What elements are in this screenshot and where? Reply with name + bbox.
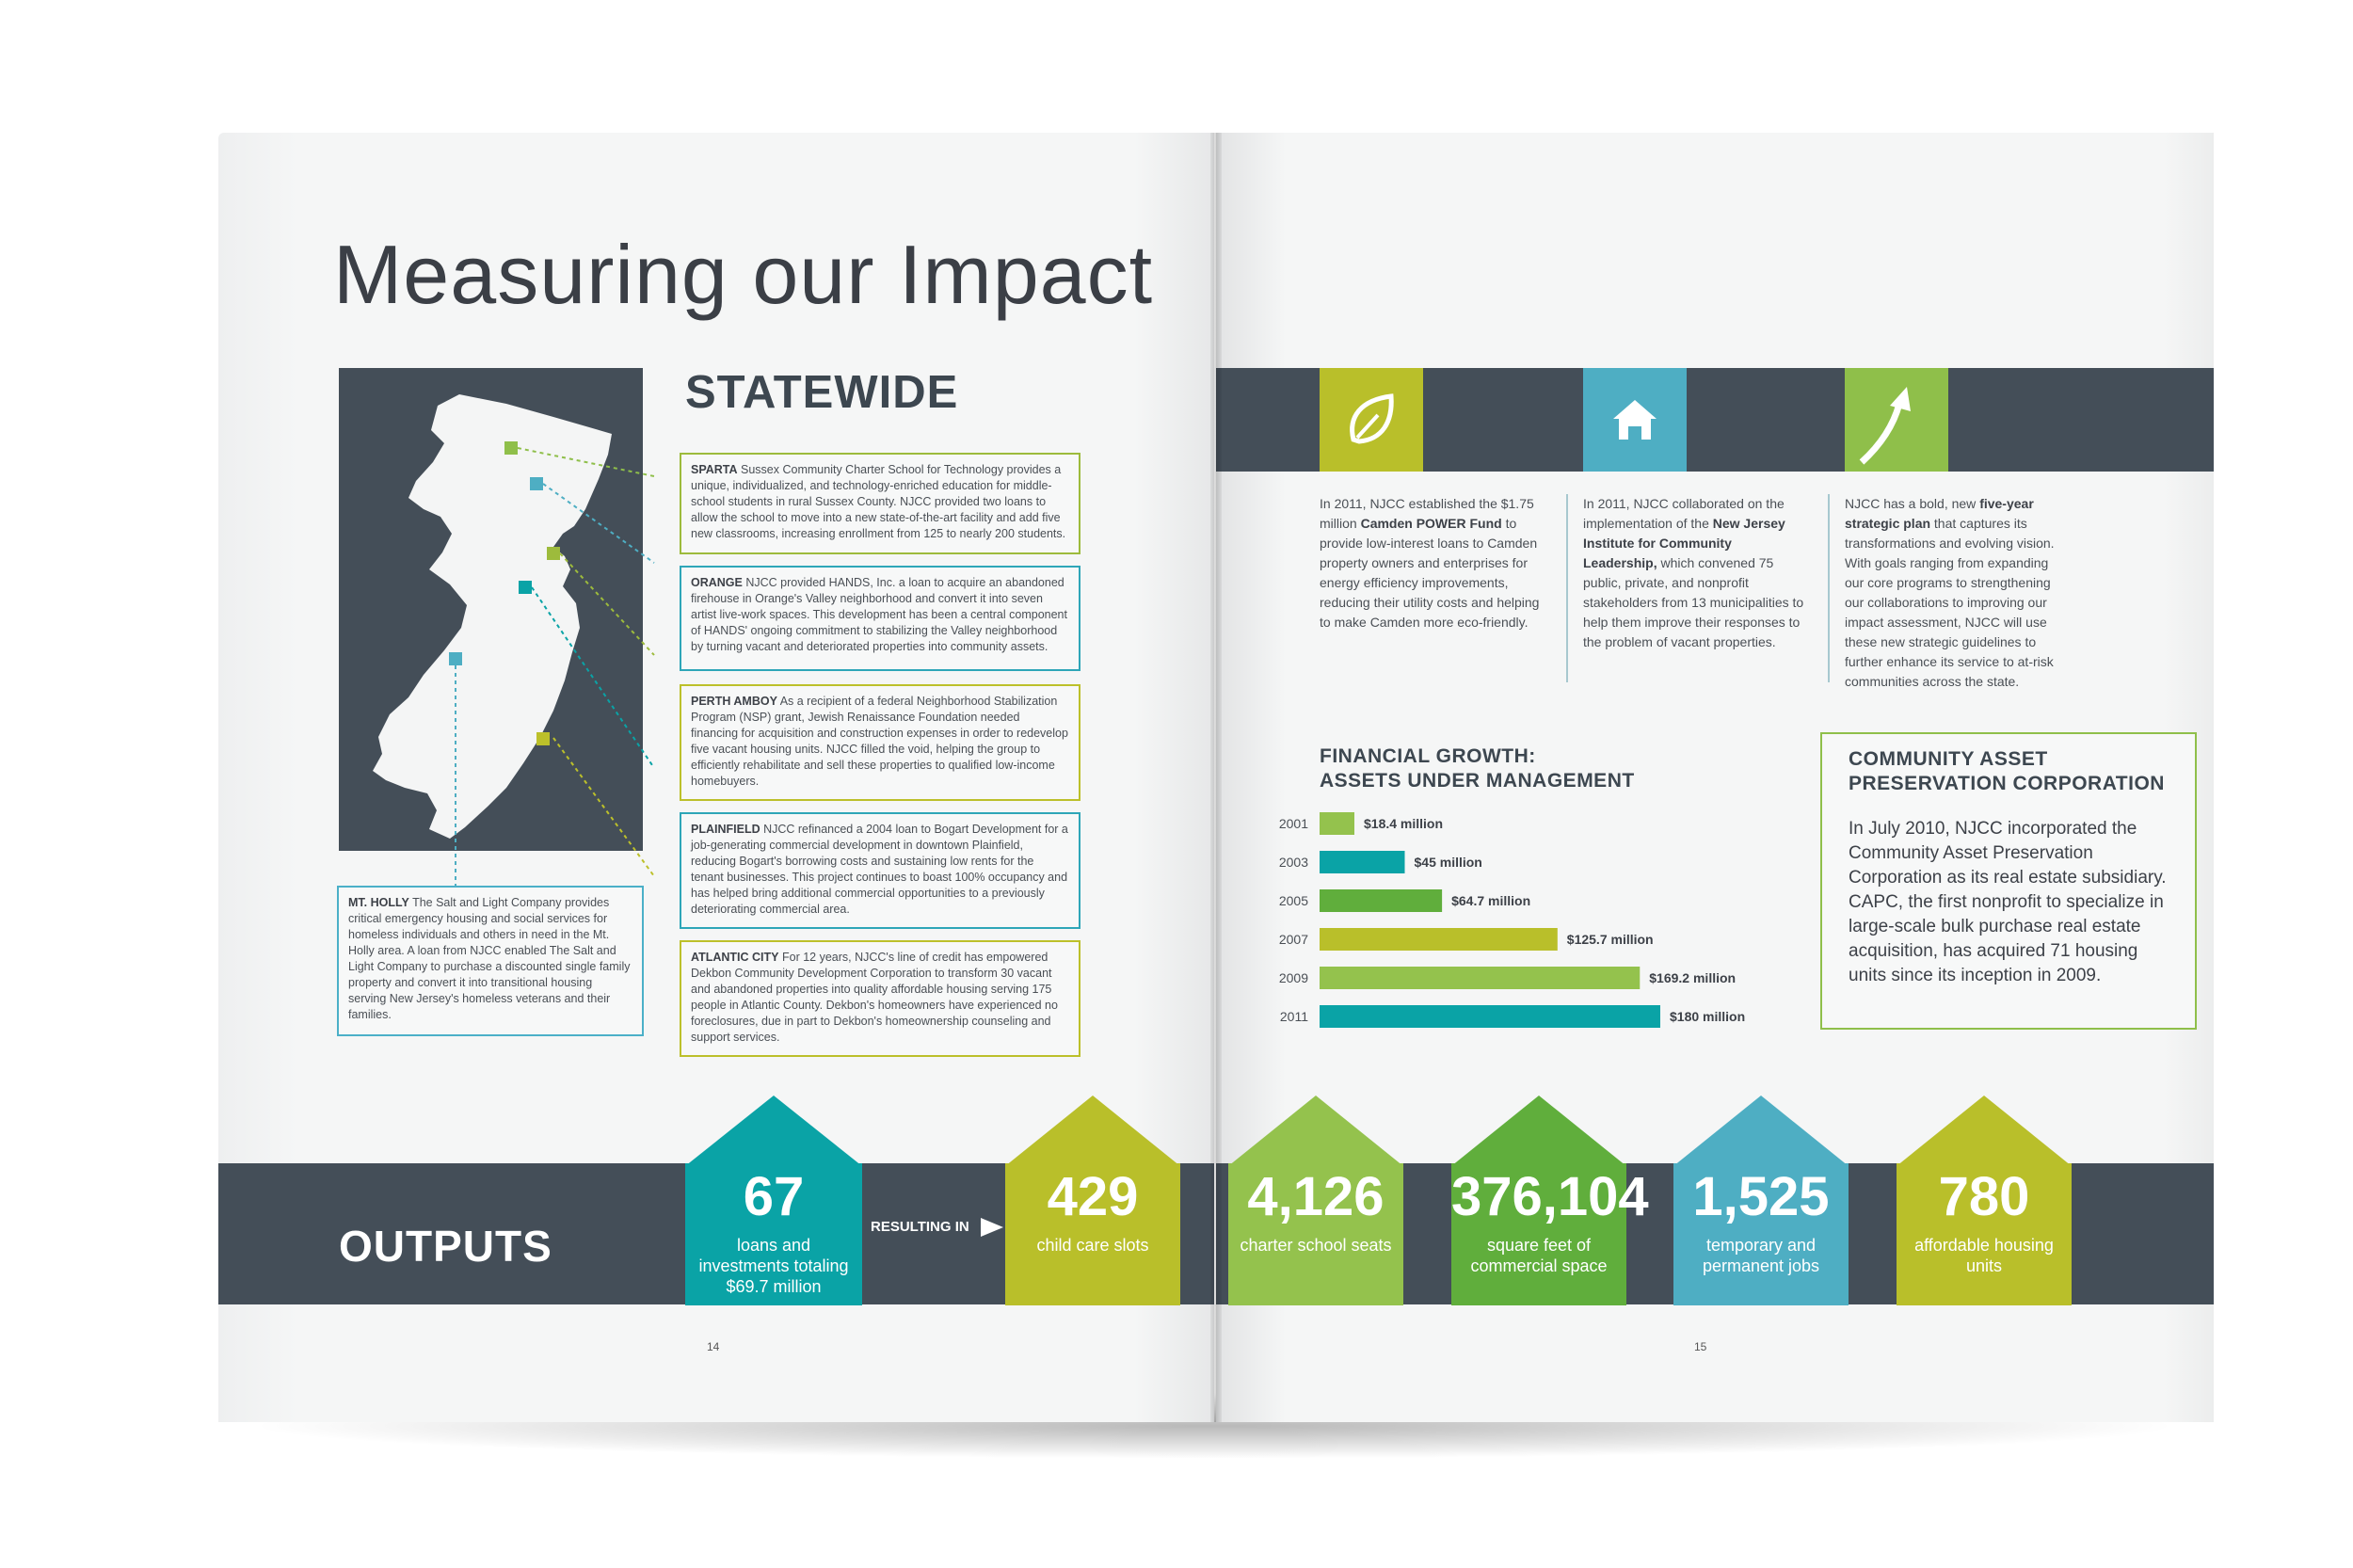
arrow-tile	[1845, 368, 1948, 472]
house-roof	[1897, 1096, 2072, 1166]
bar-year-label: 2007	[1278, 932, 1308, 947]
callout-place: ATLANTIC CITY	[691, 951, 779, 964]
bar	[1320, 928, 1558, 951]
statewide-heading: STATEWIDE	[685, 367, 959, 418]
output-label: temporary and permanent jobs	[1702, 1236, 1820, 1275]
bar-year-label: 2011	[1279, 1009, 1308, 1024]
bar	[1320, 1005, 1660, 1028]
arrow-right-icon	[979, 1216, 1005, 1239]
callout-text: NJCC refinanced a 2004 loan to Bogart Development for a job-generating commercial development in downtown Plainfield, reducing Bogart's borrowing costs and sustaining low rents for the tenant businesses. This project continues to boast 100% occupancy and has helped bring additional commercial opportunities to a previously deteriorating commercial area.	[691, 823, 1068, 916]
capc-title-line: COMMUNITY ASSET	[1849, 748, 2048, 770]
house-roof	[1005, 1096, 1180, 1166]
house-roof	[685, 1096, 862, 1166]
bar	[1320, 851, 1405, 873]
house-roof	[1228, 1096, 1403, 1166]
assets-bar-chart	[1254, 803, 1781, 1048]
bar-value-label: $125.7 million	[1566, 932, 1654, 947]
bar-value-label: $18.4 million	[1364, 816, 1444, 831]
output-number: 780	[1938, 1166, 2030, 1227]
callout-atlantic-city	[680, 940, 1080, 1057]
page-title: Measuring our Impact	[333, 228, 1154, 321]
output-house-square-feet	[1451, 1096, 1649, 1305]
column-divider	[1828, 494, 1830, 682]
bar-value-label: $169.2 million	[1649, 970, 1737, 985]
output-number: 376,104	[1451, 1166, 1649, 1227]
bar-year-label: 2009	[1278, 970, 1308, 985]
chart-title	[1320, 744, 1635, 793]
column-text: In 2011, NJCC established the $1.75 million	[1320, 496, 1534, 531]
column-bold: Camden POWER Fund	[1360, 516, 1502, 531]
column-text: that captures its transformations and evolving vision. With goals ranging from expanding our core programs to strengthening our collaborations to improving our impact assessment, NJCC will use these new strategic guidelines to further enhance its service to at-risk communities across the state.	[1845, 516, 2055, 689]
capc-body: In July 2010, NJCC incorporated the Community Asset Preservation Corporation as its real estate subsidiary. CAPC, the first nonprofit to specialize in large-scale bulk purchase real estate acquisition, has acquired 71 housing units since its inception in 2009.	[1849, 819, 2167, 985]
column-bold: New Jersey Institute for Community Leadership,	[1583, 516, 1785, 570]
arrow-up-icon	[1845, 368, 1948, 472]
text-column-3	[1845, 494, 2071, 692]
output-house-housing-units	[1897, 1096, 2072, 1305]
callout-perth-amboy	[680, 684, 1080, 801]
output-number: 67	[743, 1166, 805, 1227]
column-text: In 2011, NJCC collaborated on the implementation of the	[1583, 496, 1785, 531]
text-column-2	[1583, 494, 1809, 652]
page-number-right: 15	[1694, 1340, 1707, 1353]
bar-year-label: 2001	[1278, 816, 1308, 831]
output-label: charter school seats	[1240, 1236, 1392, 1255]
output-label: child care slots	[1036, 1236, 1149, 1255]
output-house-charter-seats	[1228, 1096, 1403, 1305]
column-text: NJCC has a bold, new	[1845, 496, 1980, 511]
callout-place: SPARTA	[691, 463, 738, 476]
output-label: affordable housing units	[1914, 1236, 2054, 1275]
output-number: 429	[1047, 1166, 1139, 1227]
callout-orange	[680, 566, 1080, 671]
bar-value-label: $180 million	[1670, 1009, 1746, 1024]
house-roof	[1673, 1096, 1849, 1166]
output-number: 4,126	[1247, 1166, 1385, 1227]
output-house-child-care	[1005, 1096, 1180, 1305]
house-tile	[1583, 368, 1687, 472]
callout-text: As a recipient of a federal Neighborhood Stabilization Program (NSP) grant, Jewish Renaissance Foundation needed financing for acquisition and construction expenses in order to redevelop five vacant housing units. NJCC filled the void, helping the group to efficiently rehabilitate and sell these properties to qualified low-income homebuyers.	[691, 695, 1068, 788]
callout-place: MT. HOLLY	[348, 896, 409, 909]
callout-text: The Salt and Light Company provides critical emergency housing and social services for homeless individuals and others in need in the Mt. Holly area. A loan from NJCC enabled The Salt and Light Company to purchase a discounted single family property and convert it into transitional housing serving New Jersey's homeless veterans and their families.	[348, 896, 631, 1021]
column-text: to provide low-interest loans to Camden property owners and enterprises for energy efficiency improvements, reducing their utility costs and helping to make Camden more eco-friendly.	[1320, 516, 1540, 630]
bar	[1320, 889, 1442, 912]
page-number-left: 14	[707, 1340, 720, 1353]
output-number: 1,525	[1692, 1166, 1830, 1227]
callout-sparta	[680, 453, 1080, 554]
house-icon	[1583, 368, 1687, 472]
chart-title-line: ASSETS UNDER MANAGEMENT	[1320, 770, 1635, 792]
callout-place: PERTH AMBOY	[691, 695, 777, 708]
resulting-in-text: RESULTING IN	[871, 1218, 969, 1235]
output-label: square feet of commercial space	[1470, 1236, 1608, 1275]
outputs-label: OUTPUTS	[339, 1222, 552, 1271]
house-roof	[1451, 1096, 1626, 1166]
bar-value-label: $45 million	[1414, 855, 1482, 870]
chart-title-line: FINANCIAL GROWTH:	[1320, 745, 1536, 767]
book-gutter	[1210, 133, 1222, 1422]
output-house-jobs	[1673, 1096, 1849, 1305]
column-text: which convened 75 public, private, and nonprofit stakeholders from 13 municipalities to help them improve their responses to the problem of vacant properties.	[1583, 555, 1804, 649]
capc-box	[1820, 732, 2197, 1030]
capc-title	[1849, 747, 2165, 796]
bar-value-label: $64.7 million	[1451, 893, 1531, 908]
callout-mt-holly	[337, 886, 644, 1036]
callout-text: For 12 years, NJCC's line of credit has empowered Dekbon Community Development Corporation to transform 30 vacant and abandoned properties into quality affordable housing serving 175 people in Atlantic County. Dekbon's homeowners have experienced no foreclosures, due in part to Dekbon's homeownership counseling and support services.	[691, 951, 1058, 1044]
callout-place: ORANGE	[691, 576, 743, 589]
callout-text: Sussex Community Charter School for Technology provides a unique, individualized, and technology-enriched education for middle-school students in rural Sussex County. NJCC provided two loans to allow the school to move into a new state-of-the-art facility and add five new classrooms, increasing enrollment from 125 to nearly 200 students.	[691, 463, 1066, 540]
resulting-in-label	[871, 1216, 1005, 1239]
column-divider	[1566, 494, 1568, 682]
bar-year-label: 2005	[1278, 893, 1308, 908]
bar-year-label: 2003	[1278, 855, 1308, 870]
leaf-icon	[1320, 368, 1423, 472]
leaf-tile	[1320, 368, 1423, 472]
column-bold: five-year strategic plan	[1845, 496, 2034, 531]
bar	[1320, 967, 1640, 989]
output-label: loans and investments totaling $69.7 million	[698, 1236, 849, 1296]
bar	[1320, 812, 1354, 835]
callout-text: NJCC provided HANDS, Inc. a loan to acquire an abandoned firehouse in Orange's Valley neighborhood and convert it into seven artist live-work spaces. This development has been a central component of HANDS' ongoing commitment to stabilizing the Valley neighborhood by turning vacant and deteriorated properties into community assets.	[691, 576, 1067, 653]
callout-place: PLAINFIELD	[691, 823, 760, 836]
callout-plainfield	[680, 812, 1080, 929]
capc-title-line: PRESERVATION CORPORATION	[1849, 773, 2165, 794]
output-house-loans	[685, 1096, 862, 1305]
text-column-1	[1320, 494, 1545, 632]
